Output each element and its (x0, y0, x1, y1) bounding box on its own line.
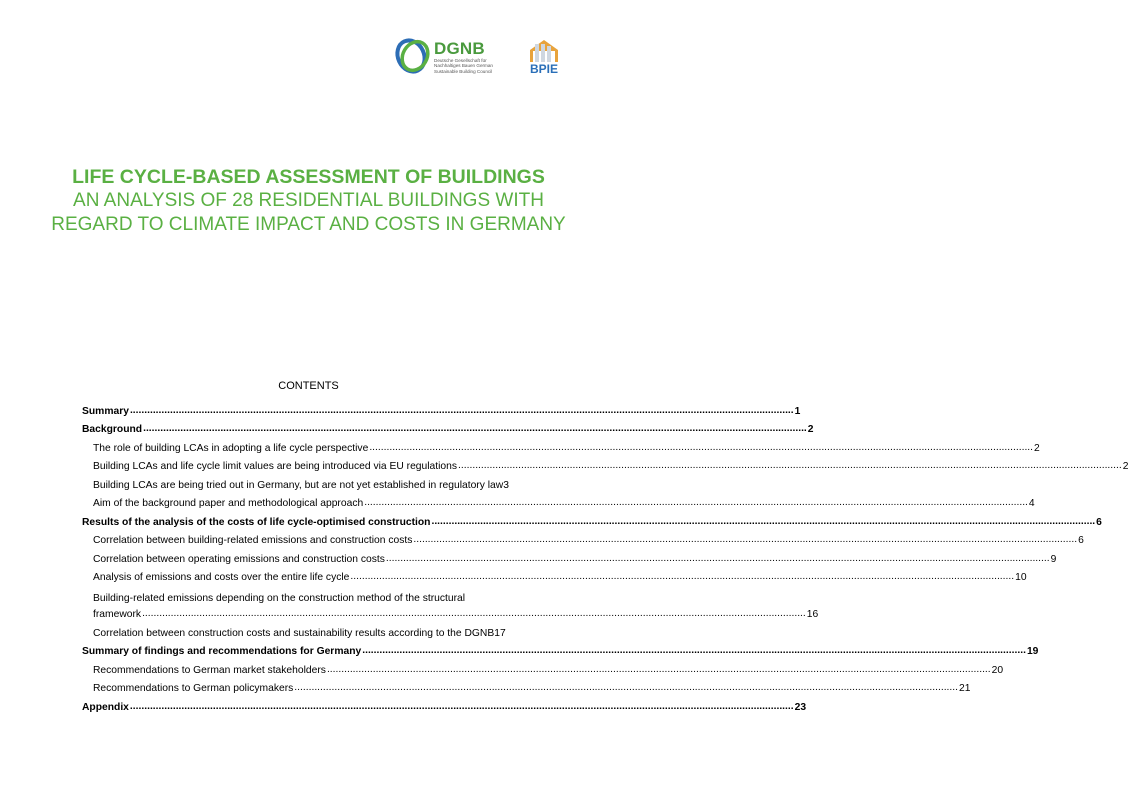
toc-entry-results[interactable] (82, 509, 1102, 528)
toc-label-line1: Building-related emissions depending on the construction method of the structural (93, 593, 466, 604)
toc-leader-dots (143, 422, 807, 435)
toc-entry-life-cycle-analysis[interactable] (82, 565, 1027, 584)
toc-page-number: 4 (1028, 498, 1035, 509)
toc-entry-appendix[interactable] (82, 694, 807, 713)
toc-entry-dgnb-results[interactable] (82, 620, 548, 639)
table-of-contents (82, 398, 1128, 713)
toc-leader-dots (413, 533, 1077, 546)
dgnb-logo-icon (394, 36, 432, 76)
toc-page-number: 17 (494, 627, 506, 639)
toc-label: Results of the analysis of the costs of life cycle-optimised construction (82, 516, 431, 528)
toc-page-number: 2 (1034, 442, 1040, 454)
toc-leader-dots (142, 607, 806, 620)
toc-entry-building-emissions-costs[interactable] (82, 528, 1084, 547)
toc-leader-dots (364, 496, 1028, 509)
toc-page-number: 23 (794, 701, 807, 713)
toc-label: Analysis of emissions and costs over the entire life cycle (93, 572, 350, 583)
toc-label: Appendix (82, 701, 129, 713)
toc-label: Correlation between operating emissions and construction costs (93, 553, 385, 565)
toc-entry-construction-method[interactable] (82, 583, 819, 620)
toc-leader-dots (458, 459, 1122, 472)
toc-entry-operating-emissions-costs[interactable] (82, 546, 1057, 565)
toc-label: Building LCAs and life cycle limit values are being introduced via EU regulations (93, 461, 458, 472)
toc-label: Recommendations to German market stakeholders (93, 664, 326, 676)
toc-leader-dots (130, 700, 794, 713)
toc-page-number: 21 (959, 683, 971, 694)
toc-entry-findings[interactable] (82, 639, 1039, 658)
toc-label: Correlation between construction costs and sustainability results according to the DGNB (93, 627, 495, 639)
contents-heading: CONTENTS (278, 380, 339, 392)
toc-page-number: 2 (807, 424, 814, 435)
logo-bar (394, 36, 594, 78)
toc-leader-dots (327, 663, 991, 676)
toc-leader-dots (362, 644, 1026, 657)
toc-label: Recommendations to German policymakers (93, 683, 294, 694)
toc-page-number: 2 (1122, 461, 1128, 472)
toc-page-number: 9 (1050, 553, 1057, 565)
toc-label: Summary (82, 405, 129, 417)
toc-page-number: 6 (1096, 516, 1102, 528)
dgnb-logo-text: DGNB (434, 39, 485, 58)
toc-label: The role of building LCAs in adopting a life cycle perspective (93, 442, 369, 454)
toc-page-number: 10 (1015, 572, 1027, 583)
toc-leader-dots (130, 404, 794, 417)
toc-entry-policymakers[interactable] (82, 676, 971, 695)
toc-entry-summary[interactable] (82, 398, 801, 417)
toc-page-number: 16 (806, 609, 819, 620)
toc-label: Background (82, 424, 143, 435)
toc-leader-dots (369, 441, 1033, 454)
toc-entry-aim-methodology[interactable] (82, 491, 1035, 510)
toc-label: Building LCAs are being tried out in Germany, but are not yet established in regulatory law (93, 479, 504, 491)
toc-page-number: 19 (1026, 646, 1039, 657)
title-subtitle: AN ANALYSIS OF 28 RESIDENTIAL BUILDINGS WITH REGARD TO CLIMATE IMPACT AND COSTS IN GERMANY (51, 190, 566, 235)
toc-label: Correlation between building-related emissions and construction costs (93, 535, 413, 546)
title-main: LIFE CYCLE-BASED ASSESSMENT OF BUILDINGS (72, 166, 545, 188)
toc-leader-dots (386, 552, 1050, 565)
toc-page-number: 20 (991, 664, 1004, 676)
toc-label-line2: framework (93, 609, 142, 620)
toc-leader-dots (350, 570, 1014, 583)
bpie-logo-icon (522, 36, 566, 76)
toc-leader-dots (294, 681, 958, 694)
toc-page-number: 6 (1078, 535, 1084, 546)
toc-page-number: 3 (503, 479, 509, 491)
toc-entry-eu-regulations[interactable] (82, 454, 1128, 473)
toc-entry-market-stakeholders[interactable] (82, 657, 1004, 676)
toc-label: Summary of findings and recommendations for Germany (82, 646, 362, 657)
dgnb-logo-subtitle: Deutsche Gesellschaft für Nachhaltiges Bauen German Sustainable Building Council (434, 58, 493, 74)
toc-entry-germany-regulatory[interactable] (82, 472, 548, 491)
document-title (40, 166, 577, 237)
toc-entry-background[interactable] (82, 417, 814, 436)
toc-entry-role-of-lcas[interactable] (82, 435, 1040, 454)
toc-page-number: 1 (794, 405, 801, 417)
toc-label: Aim of the background paper and methodological approach (93, 498, 364, 509)
bpie-logo-text: BPIE (529, 62, 559, 76)
toc-leader-dots (431, 515, 1095, 528)
